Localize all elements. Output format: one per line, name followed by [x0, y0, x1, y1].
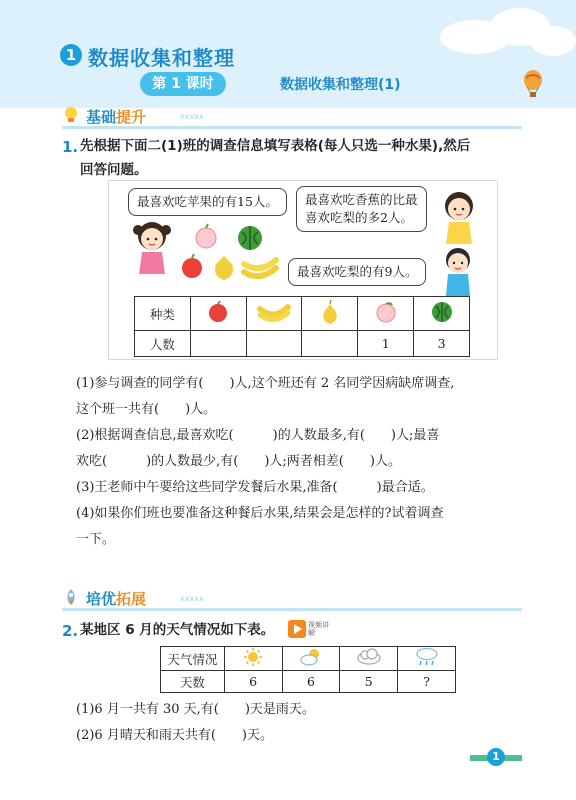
sub-question-line: (1)6 月一共有 30 天,有( )天是雨天。: [76, 702, 315, 717]
period-label: 第 1 课时: [140, 72, 226, 96]
table-cell: [190, 331, 246, 357]
play-icon: [288, 620, 306, 638]
section-dots: xxxxx: [180, 112, 204, 121]
lesson-title: 数据收集和整理: [88, 46, 235, 70]
sub-question-line: (4)如果你们班也要准备这种餐后水果,结果会是怎样的?试着调查: [76, 506, 444, 521]
table-header-cell: 天数: [161, 671, 225, 693]
apple-icon: [207, 301, 229, 323]
hot-air-balloon-icon: [522, 70, 544, 98]
period-subtitle: 数据收集和整理(1): [280, 77, 401, 93]
question-number: 2.: [62, 622, 79, 640]
table-cell: [190, 297, 246, 331]
section-underline: [62, 126, 522, 129]
sub-question-line: (2)根据调查信息,最喜欢吃( )的人数最多,有( )人;最喜: [76, 428, 440, 443]
girl-character-icon: [130, 218, 174, 280]
section-title-basic: 基础提升: [86, 108, 147, 126]
section-underline: [62, 608, 522, 611]
table-header-cell: 人数: [135, 331, 191, 357]
fruit-survey-table: [134, 296, 470, 357]
lightbulb-icon: [62, 106, 80, 124]
section-dots: xxxxx: [180, 594, 204, 603]
question-text-line: 先根据下面二(1)班的调查信息填写表格(每人只选一种水果),然后: [80, 138, 471, 154]
cloudy-icon: [356, 648, 382, 666]
pear-icon: [320, 299, 340, 325]
table-cell: 5: [340, 671, 398, 693]
table-cell: [282, 647, 340, 671]
table-cell: 3: [414, 331, 470, 357]
sub-question-line: (1)参与调查的同学有( )人,这个班还有 2 名同学因病缺席调查,: [76, 376, 455, 391]
table-cell: [302, 297, 358, 331]
speech-bubble: 最喜欢吃香蕉的比最 喜欢吃梨的多2人。: [296, 186, 427, 232]
table-cell: [224, 647, 282, 671]
page-number-badge: [470, 748, 522, 766]
table-cell: [340, 647, 398, 671]
sub-question-line: 欢吃( )的人数最少,有( )人;两者相差( )人。: [76, 454, 401, 469]
table-cell: [414, 297, 470, 331]
table-cell: [246, 331, 302, 357]
table-cell: 6: [282, 671, 340, 693]
table-header-cell: 种类: [135, 297, 191, 331]
table-cell: 6: [224, 671, 282, 693]
page-number: 1: [487, 748, 505, 766]
banana-icon: [257, 301, 291, 323]
cloud-decoration: [530, 26, 576, 56]
speech-bubble: 最喜欢吃苹果的有15人。: [128, 188, 287, 216]
section-title-advanced: 培优拓展: [86, 590, 147, 608]
table-cell: 1: [358, 331, 414, 357]
video-button[interactable]: [288, 620, 332, 638]
question-text-line: 回答问题。: [80, 162, 148, 178]
table-cell: [302, 331, 358, 357]
sub-question-line: 这个班一共有( )人。: [76, 402, 217, 417]
table-cell: [358, 297, 414, 331]
sub-question-line: 一下。: [76, 532, 116, 547]
table-cell: ?: [398, 671, 456, 693]
sub-question-line: (3)王老师中午要给这些同学发餐后水果,准备( )最合适。: [76, 480, 434, 495]
table-cell: [246, 297, 302, 331]
table-header-cell: 天气情况: [161, 647, 225, 671]
fruit-pile-icon: [178, 222, 282, 288]
lesson-number-badge: 1: [60, 44, 82, 66]
girl-character-icon: [438, 188, 480, 246]
partly-cloudy-icon: [299, 648, 323, 666]
question-number: 1.: [62, 138, 79, 156]
weather-table: [160, 646, 456, 693]
section-header-basic: [62, 104, 522, 128]
speech-bubble: 最喜欢吃梨的有9人。: [288, 258, 426, 286]
sub-question-line: (2)6 月晴天和雨天共有( )天。: [76, 728, 273, 743]
peach-icon: [374, 300, 398, 324]
question-text: 某地区 6 月的天气情况如下表。: [80, 622, 275, 638]
rocket-icon: [62, 588, 80, 606]
watermelon-icon: [430, 300, 454, 324]
video-label: 视频讲解: [308, 621, 329, 637]
boy-character-icon: [438, 244, 478, 298]
sunny-icon: [243, 648, 263, 666]
table-cell: [398, 647, 456, 671]
section-header-advanced: [62, 586, 522, 610]
rainy-icon: [414, 647, 440, 667]
